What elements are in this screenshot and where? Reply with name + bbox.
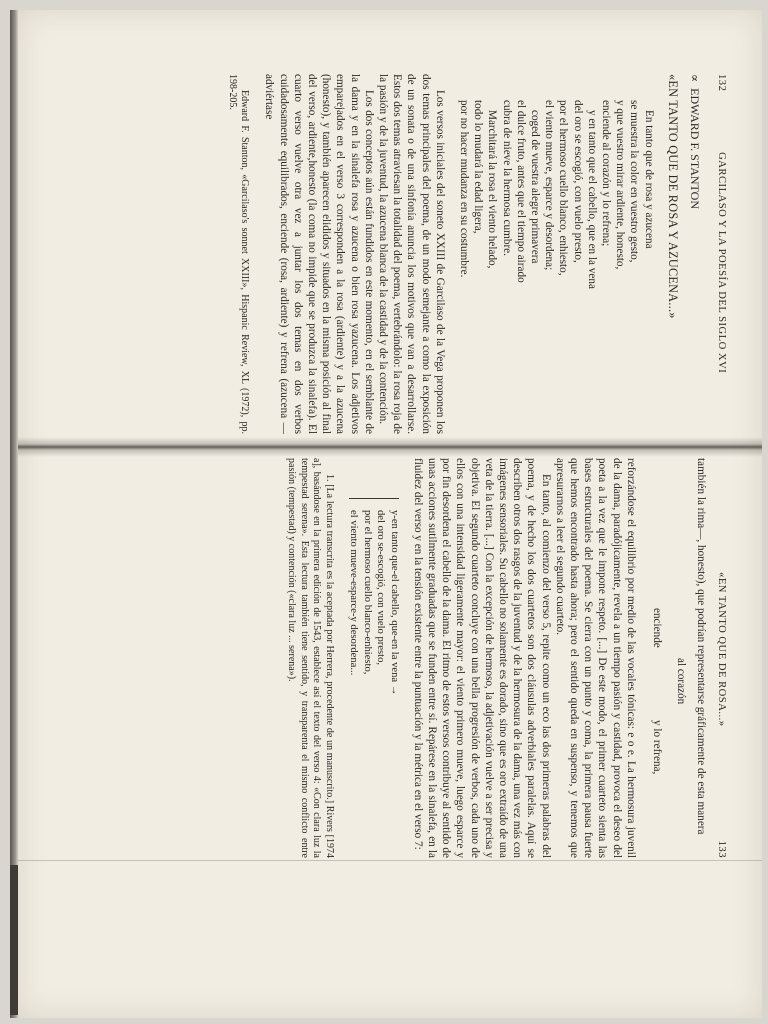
author-name: EDWARD F. STANTON xyxy=(688,88,702,209)
footnote: 1. [La lectura transcrita es la aceptada por Herrera, procedente de un manuscrito.] Rivers [1974 a], basándose en la primera edición de 1543, establece así el texto del verso 4: «Con clara luz la tempestad serena». Esta lectura también tiene sentido, y transparenta el mismo conflicto entre pasión (tempestad) y contención («clara luz ... serena»). xyxy=(286,458,335,858)
body-paragraph: reforzándose el equilibrio por medio de las vocales tónicas: e o e. La hermosura juvenil de la dama, paradójicamente, revela a un tiempo pasión y castidad, provoca el deseo del poeta a la vez que le impone respeto. [...] De este modo, el primer cuarteto sienta las bases estructurales del poema. Se cierra con un punto y coma, la primera pausa fuerte que hemos encontrado hasta ahora; pero el sentido queda en suspenso, y tenemos que apresurarnos a leer el segundo cuarteto. xyxy=(553,458,637,858)
poem-line: por no hacer mudanza en su costumbre. xyxy=(457,100,470,278)
body-paragraph: En tanto, al comienzo del verso 5, repite como un eco las dos primeras palabras del poema, y de hecho los dos cuartetos son dos cláusulas adverbiales paralelas. Aquí se describen otros dos rasgos de la juventud y de la hermosura de la dama, una vez más con imágenes sensoriales. Su cabello no solamente es dorado, sino que es oro extraído de una veta de la tierra. [...] Con la excepción de hermoso, la adjetivación vuelve a ser precisa y objetiva. El segundo cuarteto concluye con una bella progresión de verbos, cada uno de ellos con una intensidad ligeramente mayor: el viento primero mueve, luego esparce y por fin desordena el cabello de la dama. El ritmo de estos versos contribuye al sentido de unas acciones sutilmente graduadas que se funden entre sí. Repárese en la sinalefa, en la fluidez del verso y en la tensión existente entre la puntuación y la métrica en el verso 7: xyxy=(411,458,552,858)
body-paragraph: Los dos conceptos aún están fundidos en este momento, en el semblante de la dama y en la sinalefa rosa y azucena o bien rosa yazucena. Los adjetivos emparejados en el verso 3 corresponden a la rosa (ardiente) y a la azucena (honesto), y también aparecen elididos y situados en la misma posición al final del verso, ardiente,honesto (la coma no impide que se produzca la sinalefa). El cuarto verso vuelve otra vez a juntar los dos temas en dos verbos cuidadosamente equilibrados, enciende (rosa, ardiente) y refrena (azucena —adviértase xyxy=(263,74,375,434)
scheme-diagram xyxy=(638,458,694,858)
handwritten-mark: ∝ xyxy=(688,74,702,83)
running-head-text: GARCILASO Y LA POESÍA DEL SIGLO XVI xyxy=(716,152,727,374)
poem-line: del oro se escogió, con vuelo presto, xyxy=(571,100,584,263)
poem-line: Marchitará la rosa el viento helado, xyxy=(486,110,499,269)
poem-line: el dulce fruto, antes que el tiempo airado xyxy=(514,100,527,283)
running-head-text: «EN TANTO QUE DE ROSA...» xyxy=(716,572,727,727)
fold-line xyxy=(18,860,762,861)
poem-line: se muestra la color en vuestro gesto, xyxy=(628,100,641,263)
poem-line: el viento mueve, esparce y desordena; xyxy=(543,100,556,271)
scheme-word: y lo refrena, xyxy=(650,720,663,775)
verse-line: del oro se-escogió, con vuelo presto, xyxy=(375,510,387,666)
scheme-word: enciende xyxy=(650,608,663,648)
scanned-verse xyxy=(347,458,401,858)
author-line xyxy=(688,74,702,434)
poem-line: por el hermoso cuello blanco, enhiesto, xyxy=(557,100,570,276)
poem-line: y en tanto que el cabello, que en la vena xyxy=(585,110,598,289)
verse-line: por el hermoso cuello blanco-enhiesto, xyxy=(361,510,373,675)
scheme-word: al corazón xyxy=(674,658,687,705)
body-paragraph: Los versos iniciales del soneto XXIII de Garcilaso de la Vega proponen los dos temas principales del poema, de un modo semejante a como la exposición de un sonata o de una sinfonía anuncia los motivos que van a desarrollarse. Estos dos temas atraviesan la totalidad del poema, vertebrándolo: la rosa roja de la pasión y de la juventud, la azucena blanca de la castidad y de la contención. xyxy=(376,74,446,434)
poem-line: y que vuestro mirar ardiente, honesto, xyxy=(614,100,627,270)
page-edge-dark xyxy=(10,865,18,1015)
poem-line: enciende al corazón y lo refrena; xyxy=(599,100,612,247)
poem-line: En tanto que de rosa y azucena xyxy=(642,110,655,249)
page-number: 133 xyxy=(716,840,727,858)
running-head-132 xyxy=(708,74,728,434)
page-133 xyxy=(48,458,728,858)
footnote: Edward F. Stanton, «Garcilaso's sonnet XXIII», Hispanic Review, XL (1972), pp. 198-205. xyxy=(226,74,251,434)
poem-line: todo lo mudará la edad ligera, xyxy=(472,100,485,234)
verse-line: el viento mueve-esparce-y desordena... xyxy=(348,510,360,676)
running-head-133 xyxy=(708,458,728,858)
intro-text: también la rima—, honesto), que podrían representarse gráficamente de esta manera xyxy=(695,458,707,835)
verse-bracket xyxy=(349,498,399,499)
page-132 xyxy=(48,74,728,434)
verse-line: y-en tanto que-el cabello, que-en la vena → xyxy=(388,510,400,696)
page-number: 132 xyxy=(716,74,727,92)
sonnet xyxy=(457,74,656,434)
book-gutter xyxy=(18,437,762,457)
poem-line: coged de vuestra alegre primavera xyxy=(528,110,541,264)
essay-title: «EN TANTO QUE DE ROSA Y AZUCENA...» xyxy=(665,74,680,319)
poem-line: cubra de nieve la hermosa cumbre. xyxy=(500,100,513,256)
